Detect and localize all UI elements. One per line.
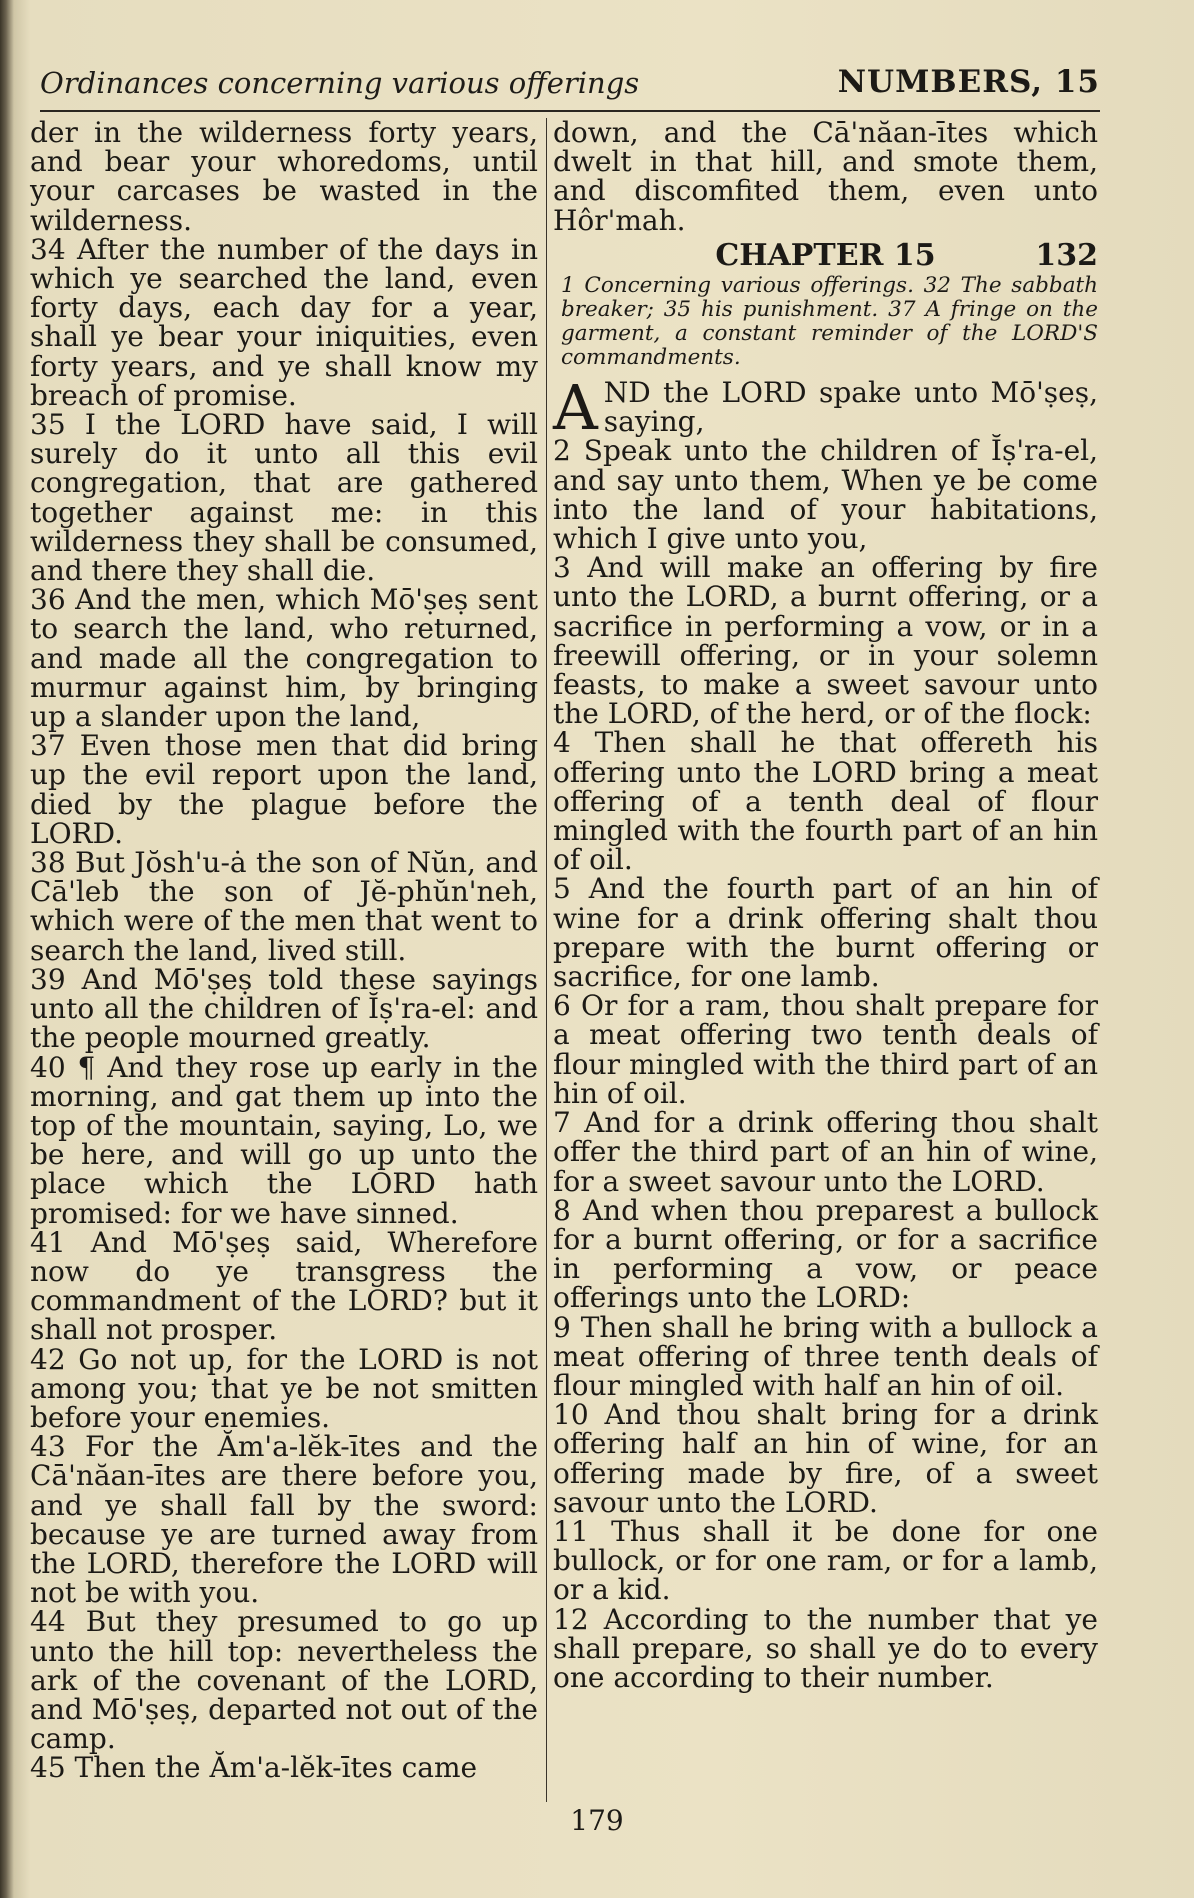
page-number: 179 [570, 1804, 624, 1837]
right-column [553, 118, 1098, 1692]
verse-text: 3 And will make an offering by fire unto the LORD, a burnt offering, or a sacrifice in performing a vow, or in a freewill offering, or in your solemn feasts, to make a sweet savour unto the LORD, of the herd, or of the flock: [553, 551, 1098, 731]
section-title: Ordinances concerning various offerings [40, 66, 640, 100]
verse-text: 37 Even those men that did bring up the evil report upon the land, died by the plague before the LORD. [30, 729, 538, 850]
chapter-summary: 1 Concerning various offerings. 32 The sabbath breaker; 35 his punishment. 37 A fringe on the garment, a constant reminder of the LORD'S commandments. [561, 273, 1098, 371]
verse-text: 4 Then shall he that offereth his offering unto the LORD bring a meat offering of a tenth deal of flour mingled with the fourth part of an hin of oil. [553, 726, 1098, 877]
verse-text: 34 After the number of the days in which ye searched the land, even forty days, each day for a year, shall ye bear your iniquities, even forty years, and ye shall know my breach of promise. [30, 232, 538, 412]
verse-text: 35 I the LORD have said, I will surely do it unto all this evil congregation, that are gathered together against me: in this wilderness they shall be consumed, and there they shall die. [30, 408, 538, 588]
verse-text: 7 And for a drink offering thou shalt offer the third part of an hin of wine, for a sweet savour unto the LORD. [553, 1106, 1098, 1198]
verse-text: 10 And thou shalt bring for a drink offering half an hin of wine, for an offering made by fire, of a sweet savour unto the LORD. [553, 1398, 1098, 1519]
drop-cap: A [553, 371, 598, 445]
column-divider [546, 118, 547, 1802]
verse-text: 36 And the men, which Mō'ṣeṣ sent to search the land, who returned, and made all the congregation to murmur against him, by bringing up a slander upon the land, [30, 583, 538, 734]
verse-text: 12 According to the number that ye shall prepare, so shall ye do to every one according to their number. [553, 1602, 1098, 1694]
verse-text: 40 ¶ And they rose up early in the morning, and gat them up into the top of the mountain, saying, Lo, we be here, and will go up unto the place which the LORD hath promised: for we have sinned. [30, 1050, 538, 1230]
verse-text: 9 Then shall he bring with a bullock a meat offering of three tenth deals of flour mingled with half an hin of oil. [553, 1310, 1098, 1402]
verse-text: 44 But they presumed to go up unto the hill top: nevertheless the ark of the covenant of the LORD, and Mō'ṣeṣ, departed not out of the camp. [30, 1605, 538, 1756]
verse-text: 11 Thus shall it be done for one bullock, or for one ram, or for a lamb, or a kid. [553, 1514, 1098, 1607]
verse-text: 41 And Mō'ṣeṣ said, Wherefore now do ye transgress the commandment of the LORD? but it shall not prosper. [30, 1225, 538, 1347]
verse-text: 6 Or for a ram, thou shalt prepare for a meat offering two tenth deals of flour mingled with the third part of an hin of oil. [553, 989, 1098, 1110]
book-chapter-title: NUMBERS, 15 [837, 64, 1100, 100]
verse-continuation: down, and the Cā'năan-ītes which dwelt in that hill, and smote them, and discomfited them, even unto Hôr'mah. [553, 116, 1098, 237]
header-rule [40, 110, 1100, 112]
verse-text: 39 And Mō'ṣeṣ told these sayings unto all the children of Ĭṣ'ra-el: and the people mourned greatly. [30, 962, 538, 1055]
verse-text: 2 Speak unto the children of Ĭṣ'ra-el, and say unto them, When ye be come into the land of your habitations, which I give unto you, [553, 434, 1098, 556]
left-column [30, 118, 538, 1783]
chapter-heading [553, 237, 1098, 273]
page-header [40, 62, 1100, 110]
chapter-reference-number: 132 [1035, 237, 1098, 273]
chapter-heading-text: CHAPTER 15 [715, 237, 936, 273]
verse-text: 45 Then the Ăm'a-lĕk-ītes came [30, 1751, 478, 1785]
verse-text: der in the wilderness forty years, and bear your whoredoms, until your carcases be wasted in the wilderness. [30, 116, 538, 237]
verse-text: 5 And the fourth part of an hin of wine for a drink offering shalt thou prepare with the burnt offering or sacrifice, for one lamb. [553, 872, 1098, 994]
verse-text: 38 But Jŏsh'u-ȧ the son of Nŭn, and Cā'leb the son of Jĕ-phŭn'neh, which were of the men that went to search the land, lived still. [30, 846, 538, 967]
verse-1 [553, 371, 1098, 445]
verse-text: 8 And when thou preparest a bullock for a burnt offering, or for a sacrifice in performing a vow, or peace offerings unto the LORD: [553, 1193, 1098, 1315]
verse-text: 42 Go not up, for the LORD is not among you; that ye be not smitten before your enemies. [30, 1342, 538, 1434]
verse-1-text: ND the LORD spake unto Mō'ṣeṣ, saying, [603, 376, 1098, 439]
verse-text: 43 For the Ăm'a-lĕk-ītes and the Cā'năan-ītes are there before you, and ye shall fall by the sword: because ye are turned away from the LORD, therefore the LORD will not be with you. [30, 1430, 538, 1610]
